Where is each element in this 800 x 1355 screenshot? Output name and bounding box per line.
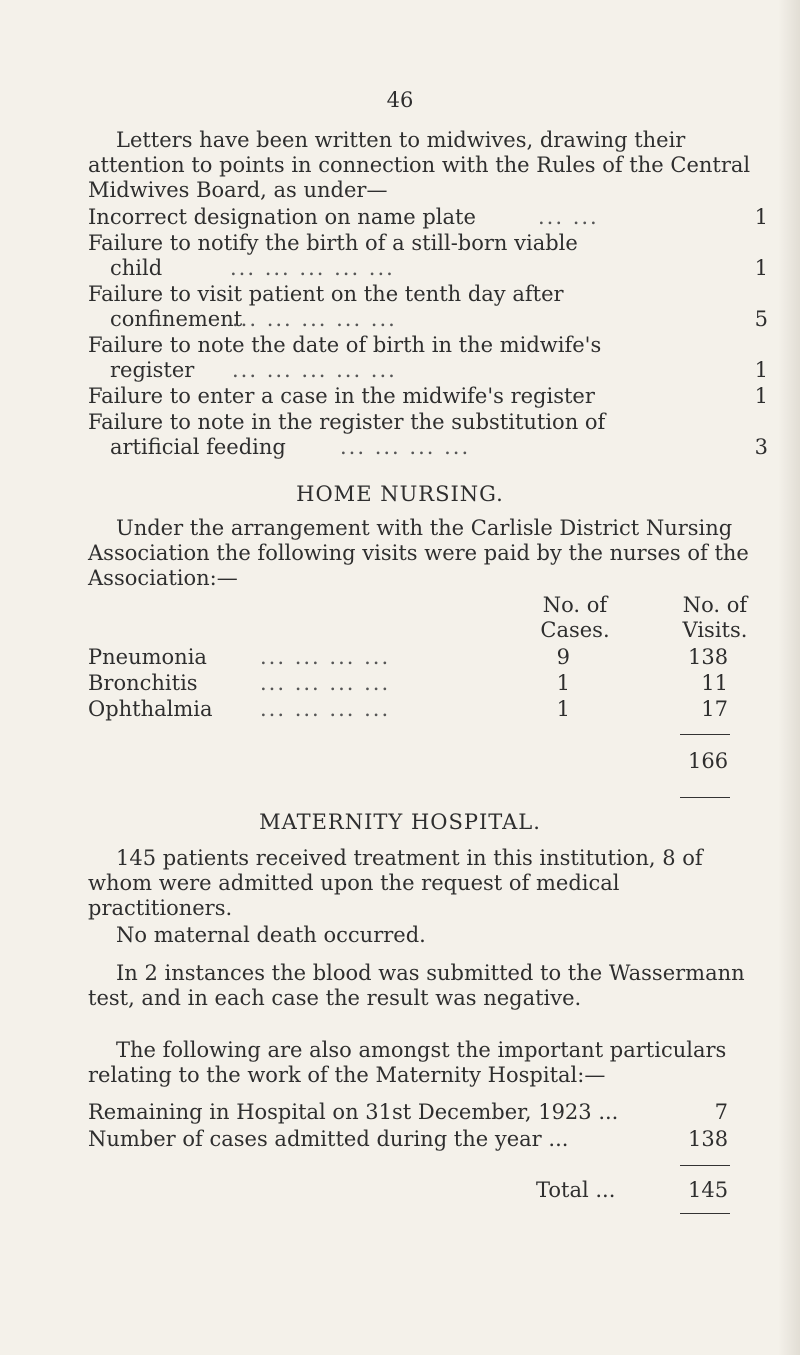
midwife-item-5-count: 1 bbox=[754, 384, 768, 408]
maternity-paragraph-3: In 2 instances the blood was submitted to the Wassermann test, and in each case the result was negative. bbox=[88, 961, 745, 1010]
page-edge-shadow bbox=[778, 0, 800, 1355]
midwife-item-2-count: 1 bbox=[754, 256, 768, 280]
nursing-visits-total: 166 bbox=[688, 749, 729, 773]
maternity-row-label: Remaining in Hospital on 31st December, 1923 ... bbox=[88, 1100, 619, 1124]
midwife-item-1-label: Incorrect designation on name plate bbox=[88, 205, 476, 229]
midwife-item-4-dots: ... ... ... ... ... bbox=[232, 358, 397, 382]
cases-column-header-line1: No. of bbox=[542, 593, 608, 617]
nursing-row-dots: ... ... ... ... bbox=[260, 697, 391, 721]
cases-column-header-line2: Cases. bbox=[540, 618, 610, 642]
nursing-row-cases: 1 bbox=[556, 697, 570, 721]
nursing-row-visits: 17 bbox=[701, 697, 728, 721]
maternity-row-value: 138 bbox=[688, 1127, 729, 1151]
maternity-total-rule-top bbox=[680, 1165, 730, 1166]
maternity-paragraph-2: No maternal death occurred. bbox=[116, 923, 426, 947]
midwife-item-6-label: Failure to note in the register the substitution of bbox=[88, 410, 606, 434]
midwife-item-2-dots: ... ... ... ... ... bbox=[230, 256, 395, 280]
midwife-item-5-label: Failure to enter a case in the midwife's register bbox=[88, 384, 595, 408]
midwife-item-1-count: 1 bbox=[754, 205, 768, 229]
midwife-item-6-count: 3 bbox=[754, 435, 768, 459]
nursing-row-visits: 11 bbox=[701, 671, 728, 695]
midwife-item-4-count: 1 bbox=[754, 358, 768, 382]
midwife-item-4-label: Failure to note the date of birth in the midwife's bbox=[88, 333, 602, 357]
midwife-item-1-dots: ... ... bbox=[538, 205, 599, 229]
nursing-row-visits: 138 bbox=[688, 645, 729, 669]
midwife-item-4-label-cont: register bbox=[110, 358, 195, 382]
maternity-paragraph-1: 145 patients received treatment in this institution, 8 of whom were admitted upon the request of medical practitioners. bbox=[88, 846, 703, 920]
home-nursing-heading: HOME NURSING. bbox=[296, 482, 504, 506]
nursing-row-disease: Bronchitis bbox=[88, 671, 198, 695]
midwife-item-6-dots: ... ... ... ... bbox=[340, 435, 471, 459]
midwife-item-3-dots: ... ... ... ... ... bbox=[232, 307, 397, 331]
midwife-item-3-label-cont: confinement bbox=[110, 307, 243, 331]
nursing-row-dots: ... ... ... ... bbox=[260, 671, 391, 695]
maternity-row-value: 7 bbox=[714, 1100, 728, 1124]
nursing-row-disease: Pneumonia bbox=[88, 645, 207, 669]
home-nursing-intro-paragraph: Under the arrangement with the Carlisle District Nursing Association the following visits were paid by the nurses of the Association:— bbox=[88, 516, 749, 590]
maternity-row-label: Number of cases admitted during the year ... bbox=[88, 1127, 569, 1151]
nursing-row-cases: 9 bbox=[556, 645, 570, 669]
midwife-item-2-label-cont: child bbox=[110, 256, 163, 280]
visits-total-rule-top bbox=[680, 734, 730, 735]
nursing-row-dots: ... ... ... ... bbox=[260, 645, 391, 669]
midwife-item-6-label-cont: artificial feeding bbox=[110, 435, 286, 459]
nursing-row-cases: 1 bbox=[556, 671, 570, 695]
midwife-item-2-label: Failure to notify the birth of a still-born viable bbox=[88, 231, 578, 255]
maternity-total-rule-bottom bbox=[680, 1213, 730, 1214]
visits-column-header-line2: Visits. bbox=[682, 618, 748, 642]
visits-total-rule-bottom bbox=[680, 797, 730, 798]
maternity-hospital-heading: MATERNITY HOSPITAL. bbox=[259, 810, 541, 834]
midwife-item-3-count: 5 bbox=[754, 307, 768, 331]
midwives-intro-paragraph: Letters have been written to midwives, drawing their attention to points in connection with the Rules of the Central Midwives Board, as under— bbox=[88, 128, 751, 202]
nursing-row-disease: Ophthalmia bbox=[88, 697, 213, 721]
visits-column-header-line1: No. of bbox=[682, 593, 748, 617]
maternity-total-value: 145 bbox=[688, 1178, 729, 1202]
maternity-total-label: Total ... bbox=[536, 1178, 616, 1202]
maternity-paragraph-4: The following are also amongst the important particulars relating to the work of the Maternity Hospital:— bbox=[88, 1038, 727, 1087]
midwife-item-3-label: Failure to visit patient on the tenth day after bbox=[88, 282, 564, 306]
page-number: 46 bbox=[386, 88, 414, 112]
